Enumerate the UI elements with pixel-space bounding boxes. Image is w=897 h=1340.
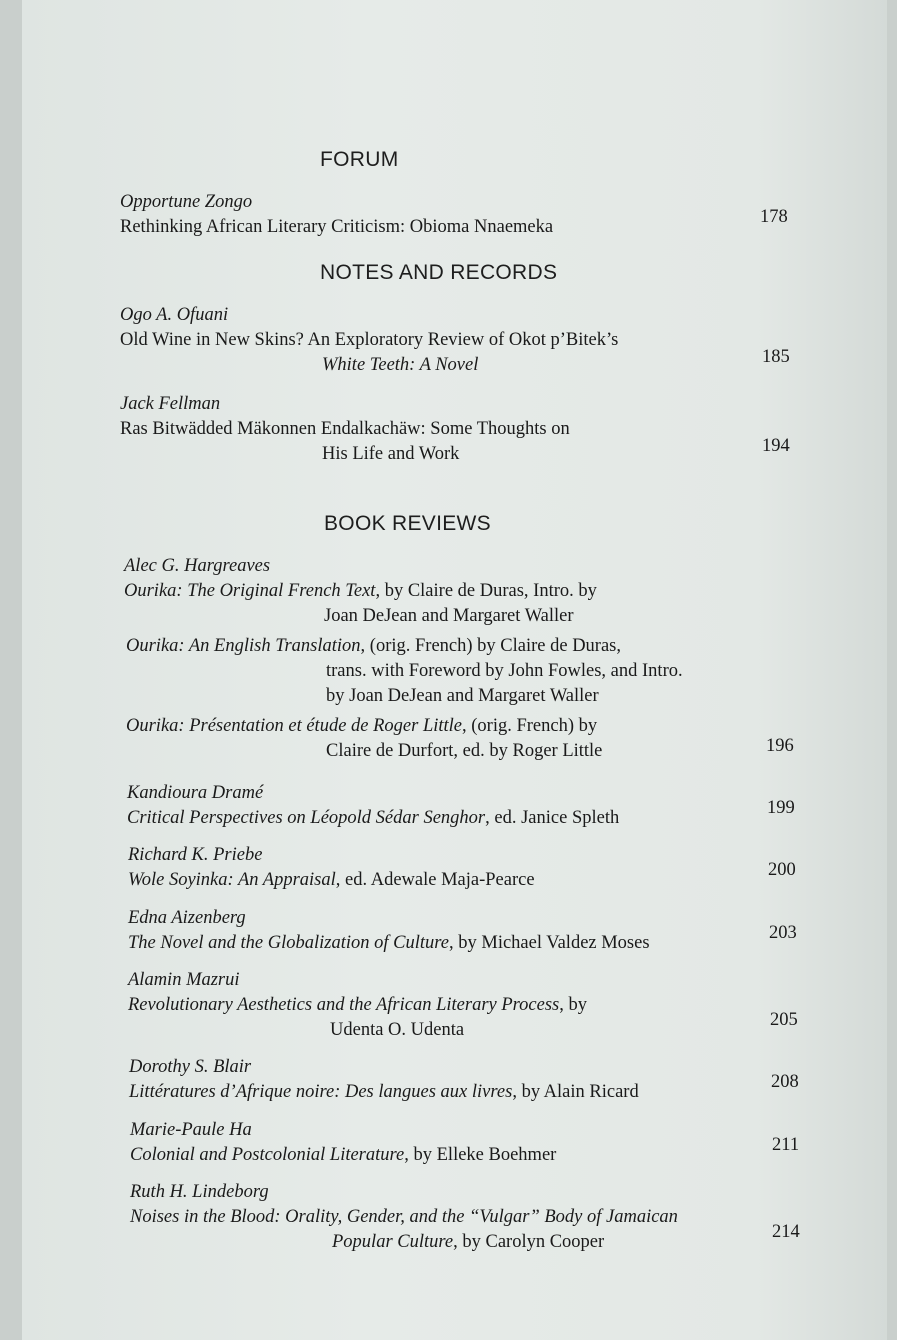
toc-entry-drame bbox=[127, 781, 619, 831]
entry-book-credits: , by Claire de Duras, Intro. by bbox=[375, 581, 597, 601]
entry-book-title: Littératures d’Afrique noire: Des langues aux livres bbox=[129, 1082, 513, 1102]
entry-book-title-cont: Popular Culture bbox=[332, 1232, 454, 1252]
toc-entry-blair bbox=[129, 1055, 639, 1105]
entry-book-credits-cont: Joan DeJean and Margaret Waller bbox=[324, 606, 574, 626]
entry-page-number: 178 bbox=[760, 207, 788, 227]
entry-page-number: 208 bbox=[771, 1072, 799, 1092]
entry-author: Richard K. Priebe bbox=[128, 845, 263, 865]
entry-page-number: 203 bbox=[769, 923, 797, 943]
toc-entry-priebe bbox=[128, 843, 535, 893]
entry-author: Alec G. Hargreaves bbox=[124, 556, 271, 576]
section-heading-forum: FORUM bbox=[320, 148, 399, 171]
entry-book-title: The Novel and the Globalization of Culture bbox=[128, 933, 449, 953]
entry-book-title: Ourika: An English Translation bbox=[126, 636, 361, 656]
entry-book-credits: , by bbox=[559, 995, 588, 1015]
entry-title-cont: His Life and Work bbox=[322, 444, 460, 464]
entry-book-credits: , by Carolyn Cooper bbox=[453, 1232, 605, 1252]
entry-author: Ogo A. Ofuani bbox=[120, 305, 229, 325]
entry-page-number: 185 bbox=[762, 347, 790, 367]
entry-book-credits: , ed. Adewale Maja-Pearce bbox=[335, 870, 535, 890]
toc-entry-ourika-translation bbox=[126, 634, 683, 709]
entry-title: Ras Bitwädded Mäkonnen Endalkachäw: Some Thoughts on bbox=[120, 419, 570, 439]
entry-book-title: Revolutionary Aesthetics and the African Literary Process bbox=[128, 995, 560, 1015]
entry-author: Ruth H. Lindeborg bbox=[130, 1182, 269, 1202]
toc-entry-aizenberg bbox=[128, 906, 650, 956]
entry-author: Edna Aizenberg bbox=[128, 908, 246, 928]
toc-entry-hargreaves bbox=[124, 554, 597, 629]
entry-page-number: 211 bbox=[772, 1135, 800, 1155]
entry-book-credits: , by Alain Ricard bbox=[512, 1082, 639, 1102]
entry-book-credits-cont: by Joan DeJean and Margaret Waller bbox=[326, 686, 599, 706]
toc-entry-ha bbox=[130, 1118, 556, 1168]
entry-author: Alamin Mazrui bbox=[128, 970, 240, 990]
entry-page-number: 214 bbox=[772, 1222, 800, 1242]
entry-title: Rethinking African Literary Criticism: Obioma Nnaemeka bbox=[120, 217, 554, 237]
entry-page-number: 194 bbox=[762, 436, 790, 456]
entry-book-title: Colonial and Postcolonial Literature bbox=[130, 1145, 405, 1165]
entry-author: Jack Fellman bbox=[120, 394, 221, 414]
entry-book-title: Ourika: Présentation et étude de Roger Little bbox=[126, 716, 463, 736]
entry-author: Opportune Zongo bbox=[120, 192, 253, 212]
entry-author: Marie-Paule Ha bbox=[130, 1120, 252, 1140]
entry-page-number: 199 bbox=[767, 798, 795, 818]
entry-book-credits: , by Elleke Boehmer bbox=[404, 1145, 557, 1165]
entry-book-credits: , by Michael Valdez Moses bbox=[449, 933, 650, 953]
entry-title: Old Wine in New Skins? An Exploratory Review of Okot p’Bitek’s bbox=[120, 330, 619, 350]
journal-page bbox=[22, 0, 887, 1340]
entry-book-title: Wole Soyinka: An Appraisal bbox=[128, 870, 336, 890]
entry-title-italic: White Teeth: A Novel bbox=[322, 355, 479, 375]
entry-author: Dorothy S. Blair bbox=[129, 1057, 252, 1077]
section-heading-book-reviews: BOOK REVIEWS bbox=[324, 512, 491, 535]
entry-book-credits-cont: Claire de Durfort, ed. by Roger Little bbox=[326, 741, 603, 761]
toc-entry-mazrui bbox=[128, 968, 587, 1043]
entry-book-title: Noises in the Blood: Orality, Gender, and the “Vulgar” Body of Jamaican bbox=[130, 1207, 678, 1227]
entry-book-credits-cont: trans. with Foreword by John Fowles, and Intro. bbox=[326, 661, 683, 681]
entry-page-number: 196 bbox=[766, 736, 794, 756]
toc-entry-lindeborg bbox=[130, 1180, 678, 1255]
entry-author: Kandioura Dramé bbox=[127, 783, 264, 803]
entry-book-title: Ourika: The Original French Text bbox=[124, 581, 376, 601]
section-heading-notes-and-records: NOTES AND RECORDS bbox=[320, 261, 558, 284]
toc-entry-ofuani bbox=[120, 303, 618, 378]
toc-entry-ourika-presentation bbox=[126, 714, 602, 764]
entry-book-title: Critical Perspectives on Léopold Sédar Senghor bbox=[127, 808, 486, 828]
entry-page-number: 205 bbox=[770, 1010, 798, 1030]
entry-book-credits: , (orig. French) by bbox=[462, 716, 598, 736]
toc-entry-fellman bbox=[120, 392, 570, 467]
entry-book-credits: , ed. Janice Spleth bbox=[485, 808, 620, 828]
entry-book-credits: , (orig. French) by Claire de Duras, bbox=[360, 636, 621, 656]
toc-entry-zongo bbox=[120, 190, 553, 240]
entry-page-number: 200 bbox=[768, 860, 796, 880]
entry-book-credits-cont: Udenta O. Udenta bbox=[330, 1020, 465, 1040]
